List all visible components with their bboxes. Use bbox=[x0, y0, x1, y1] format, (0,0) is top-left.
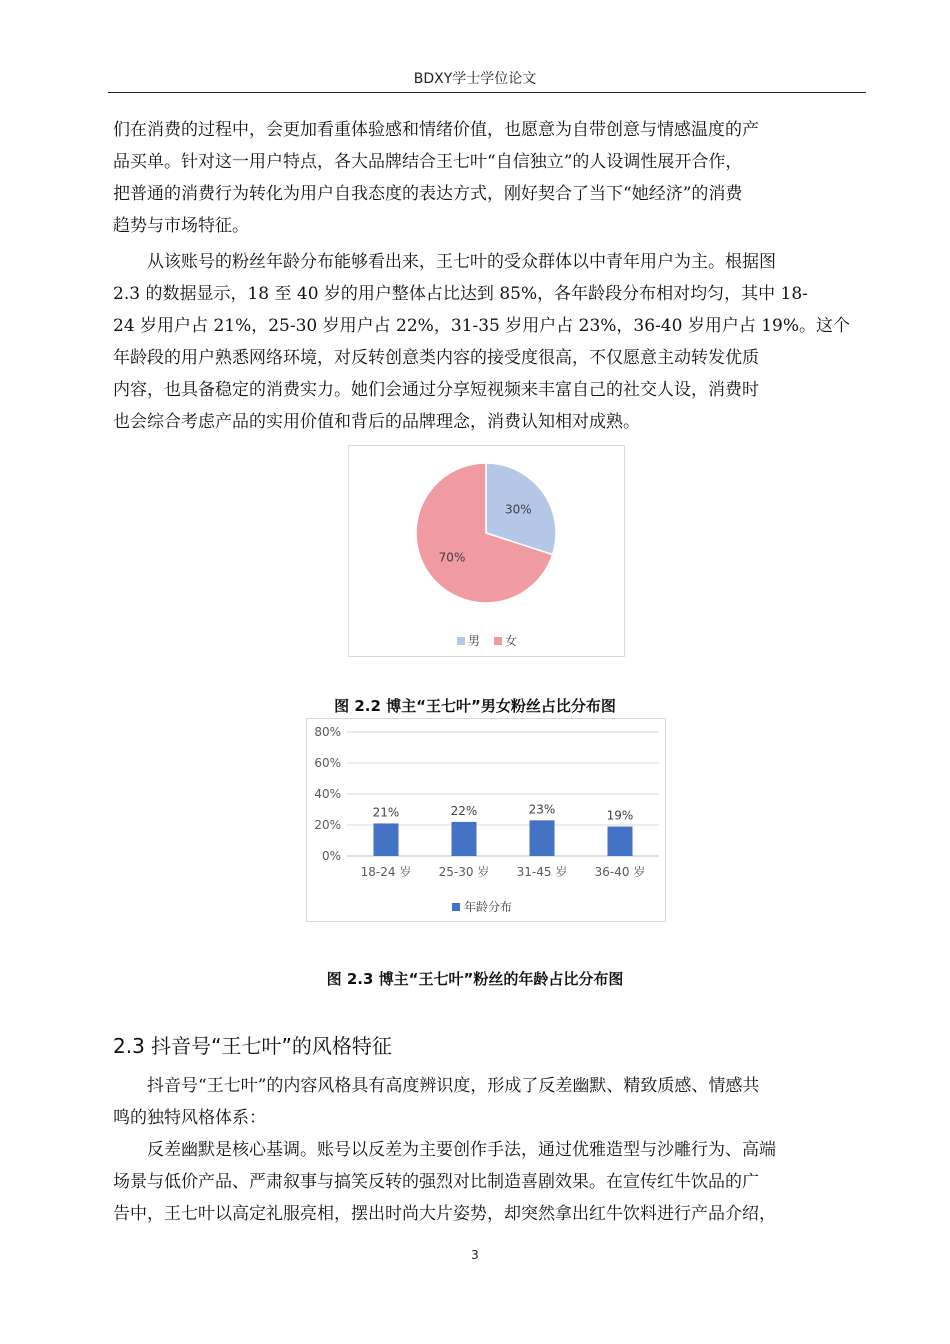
age-bar-chart bbox=[306, 718, 666, 922]
x-tick-label: 25-30 岁 bbox=[438, 865, 490, 879]
legend-label: 年龄分布 bbox=[464, 900, 513, 914]
header-divider bbox=[108, 92, 866, 93]
x-tick-label: 36-40 岁 bbox=[594, 865, 646, 879]
text-line: 2.3 的数据显示，18 至 40 岁的用户整体占比达到 85%，各年龄段分布相对均匀，其中 18- bbox=[113, 284, 808, 304]
bar-data-label: 19% bbox=[606, 808, 634, 823]
section-heading: 2.3 抖音号“王七叶”的风格特征 bbox=[113, 1034, 392, 1058]
figure-2-2-caption: 图 2.2 博主“王七叶”男女粉丝占比分布图 bbox=[334, 697, 616, 715]
bar-data-label: 22% bbox=[450, 803, 478, 818]
legend-label: 男 bbox=[468, 634, 481, 648]
bar-data-label: 21% bbox=[372, 805, 400, 820]
paragraph-3 bbox=[113, 1070, 865, 1134]
pie-data-label: 70% bbox=[438, 550, 466, 565]
text-line: 从该账号的粉丝年龄分布能够看出来，王七叶的受众群体以中青年用户为主。根据图 bbox=[113, 252, 776, 272]
bar-data-label: 23% bbox=[528, 802, 556, 817]
legend-swatch bbox=[452, 903, 460, 911]
bar-chart-svg bbox=[307, 719, 665, 921]
bar-18-24 岁 bbox=[374, 823, 399, 856]
text-line: 内容，也具备稳定的消费实力。她们会通过分享短视频来丰富自己的社交人设，消费时 bbox=[113, 380, 759, 400]
text-line: 反差幽默是核心基调。账号以反差为主要创作手法，通过优雅造型与沙雕行为、高端 bbox=[113, 1140, 776, 1160]
gender-pie-chart bbox=[348, 445, 625, 657]
figure-2-3-caption: 图 2.3 博主“王七叶”粉丝的年龄占比分布图 bbox=[326, 970, 624, 988]
paragraph-1 bbox=[113, 114, 865, 242]
bar-25-30 岁 bbox=[452, 822, 477, 856]
pie-data-label: 30% bbox=[505, 502, 532, 517]
bar-36-40 岁 bbox=[608, 827, 633, 856]
bar-31-45 岁 bbox=[530, 820, 555, 856]
y-tick-label: 60% bbox=[314, 756, 341, 770]
page-number: 3 bbox=[471, 1248, 479, 1262]
x-tick-label: 31-45 岁 bbox=[516, 865, 568, 879]
text-line: 场景与低价产品、严肃叙事与搞笑反转的强烈对比制造喜剧效果。在宣传红牛饮品的广 bbox=[113, 1172, 759, 1192]
text-line: 品买单。针对这一用户特点，各大品牌结合王七叶“自信独立”的人设调性展开合作， bbox=[113, 152, 743, 172]
y-tick-label: 20% bbox=[314, 818, 341, 832]
legend-swatch bbox=[494, 637, 502, 645]
text-line: 年龄段的用户熟悉网络环境，对反转创意类内容的接受度很高，不仅愿意主动转发优质 bbox=[113, 348, 759, 368]
text-line: 告中，王七叶以高定礼服亮相，摆出时尚大片姿势，却突然拿出红牛饮料进行产品介绍， bbox=[113, 1204, 776, 1224]
legend-swatch bbox=[457, 637, 465, 645]
x-tick-label: 18-24 岁 bbox=[360, 865, 412, 879]
y-tick-label: 80% bbox=[314, 725, 341, 739]
page-header-title: BDXY学士学位论文 bbox=[413, 71, 537, 87]
y-tick-label: 0% bbox=[321, 849, 341, 863]
text-line: 抖音号“王七叶”的内容风格具有高度辨识度，形成了反差幽默、精致质感、情感共 bbox=[113, 1076, 760, 1096]
y-tick-label: 40% bbox=[314, 787, 341, 801]
text-line: 鸣的独特风格体系： bbox=[113, 1108, 266, 1128]
text-line: 把普通的消费行为转化为用户自我态度的表达方式，刚好契合了当下“她经济”的消费 bbox=[113, 184, 743, 204]
paragraph-2 bbox=[113, 246, 865, 438]
text-line: 24 岁用户占 21%，25-30 岁用户占 22%，31-35 岁用户占 23%，36-40 岁用户占 19%。这个 bbox=[113, 316, 851, 336]
pie-chart-svg bbox=[349, 446, 624, 656]
text-line: 趋势与市场特征。 bbox=[113, 216, 249, 236]
legend-label: 女 bbox=[505, 634, 518, 648]
text-line: 们在消费的过程中，会更加看重体验感和情绪价值，也愿意为自带创意与情感温度的产 bbox=[113, 120, 759, 140]
text-line: 也会综合考虑产品的实用价值和背后的品牌理念，消费认知相对成熟。 bbox=[113, 412, 640, 432]
paragraph-4 bbox=[113, 1134, 865, 1230]
